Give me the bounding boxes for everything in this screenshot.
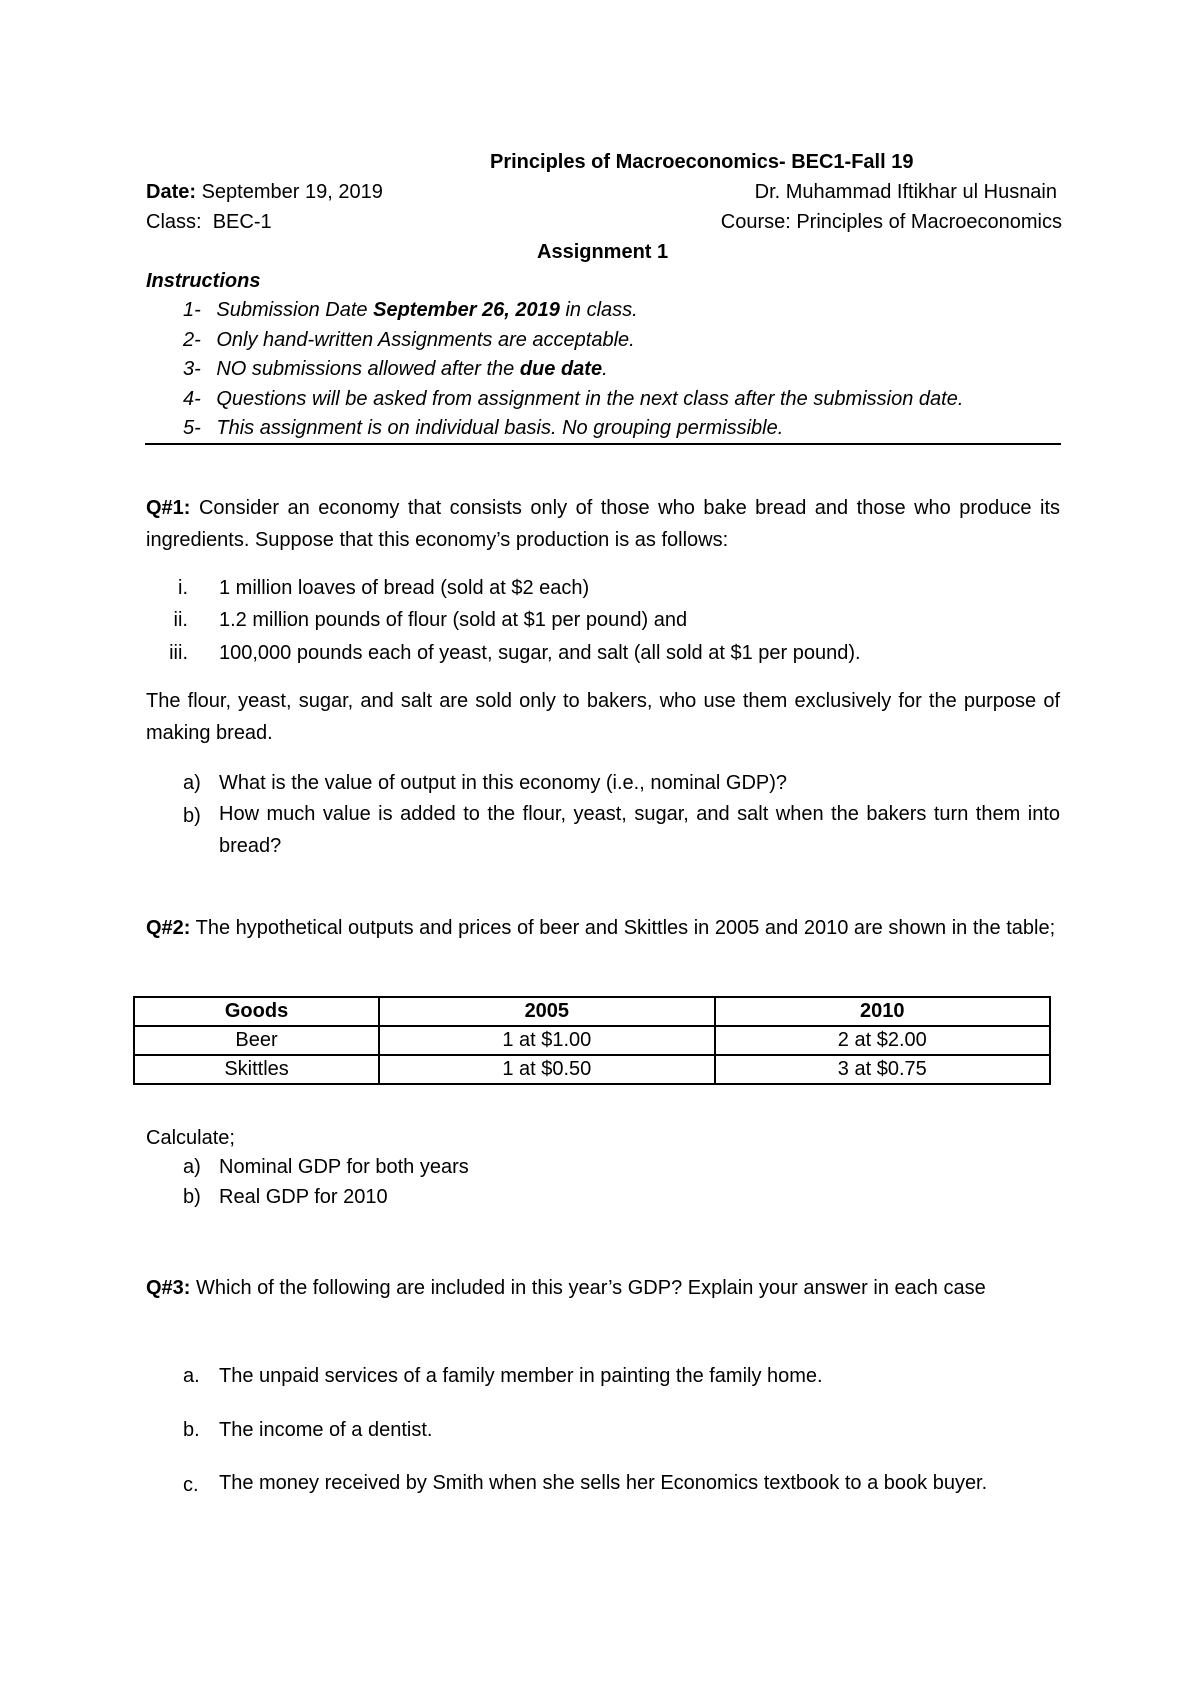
q1-label: Q#1:	[146, 497, 191, 519]
course-line	[721, 210, 1062, 234]
instructions-heading: Instructions	[146, 270, 261, 292]
q3-text: Q#3: Which of the following are included in this year’s GDP? Explain your answer in each case	[146, 1277, 986, 1299]
q1-item-text: 1.2 million pounds of flour (sold at $1 per pound) and	[219, 609, 688, 631]
instruction-item: 2- Only hand-written Assignments are acceptable.	[183, 329, 635, 351]
class-line	[146, 210, 272, 234]
goods-table	[133, 996, 1051, 1085]
document-title: Principles of Macroeconomics- BEC1-Fall 19	[490, 151, 914, 173]
instruction-item: 3- NO submissions allowed after the due date.	[183, 358, 608, 380]
q3-part-text: The unpaid services of a family member in painting the family home.	[219, 1365, 823, 1387]
class-label: Class:	[146, 211, 202, 233]
table-cell: Skittles	[134, 1055, 379, 1084]
q2-part-text: Real GDP for 2010	[219, 1186, 388, 1208]
q1-text: Q#1: Consider an economy that consists only of those who bake bread and those who produce its ingredients. Suppose that this economy’s production is as follows:	[146, 497, 1060, 551]
course-label: Course:	[720, 211, 791, 233]
q3-part-number: c.	[183, 1474, 199, 1496]
q1-item-text: 100,000 pounds each of yeast, sugar, and salt (all sold at $1 per pound).	[219, 642, 861, 664]
course-value: Principles of Macroeconomics	[790, 211, 1062, 233]
date-line	[146, 180, 383, 204]
class-value: BEC-1	[201, 211, 272, 233]
q1-note: The flour, yeast, sugar, and salt are sold only to bakers, who use them exclusively for the purpose of making bread.	[146, 690, 1060, 744]
table-header-cell: Goods	[134, 997, 379, 1026]
instructor-name: Dr. Muhammad Iftikhar ul Husnain	[754, 181, 1057, 203]
assignment-title: Assignment 1	[537, 241, 669, 263]
table-cell: Beer	[134, 1026, 379, 1055]
q3-part-number: b.	[183, 1419, 200, 1441]
q1-part-number: a)	[183, 772, 201, 794]
section-divider	[145, 443, 1061, 445]
table-cell: 3 at $0.75	[715, 1055, 1050, 1084]
table-cell: 2 at $2.00	[715, 1026, 1050, 1055]
q3-part-text: The income of a dentist.	[219, 1419, 433, 1441]
q1-part-number: b)	[183, 805, 201, 827]
q1-item-number: ii.	[173, 609, 188, 631]
table-row	[134, 1055, 1050, 1084]
table-header-row	[134, 997, 1050, 1026]
q1-item-number: iii.	[169, 642, 188, 664]
table-header-cell: 2005	[379, 997, 714, 1026]
instruction-item: 1- Submission Date September 26, 2019 in class.	[183, 299, 638, 321]
q1-part-text: What is the value of output in this economy (i.e., nominal GDP)?	[219, 772, 788, 794]
q2-part-number: a)	[183, 1156, 201, 1178]
table-cell: 1 at $1.00	[379, 1026, 714, 1055]
date-value: September 19, 2019	[196, 181, 383, 203]
q3-part-text: The money received by Smith when she sells her Economics textbook to a book buyer.	[219, 1472, 988, 1494]
q2-part-text: Nominal GDP for both years	[219, 1156, 469, 1178]
table-header-cell: 2010	[715, 997, 1050, 1026]
q1-item-text: 1 million loaves of bread (sold at $2 each)	[219, 577, 590, 599]
table-cell: 1 at $0.50	[379, 1055, 714, 1084]
q2-text: Q#2: The hypothetical outputs and prices of beer and Skittles in 2005 and 2010 are shown in the table;	[146, 917, 1056, 939]
q3-label: Q#3:	[146, 1277, 191, 1299]
calculate-label: Calculate;	[146, 1127, 235, 1149]
instruction-item: 5- This assignment is on individual basis. No grouping permissible.	[183, 417, 784, 439]
table-row	[134, 1026, 1050, 1055]
q2-part-number: b)	[183, 1186, 201, 1208]
q3-part-number: a.	[183, 1365, 200, 1387]
q1-part-text: How much value is added to the flour, yeast, sugar, and salt when the bakers turn them into bread?	[219, 803, 1060, 857]
q2-label: Q#2:	[146, 917, 191, 939]
date-label: Date:	[146, 181, 197, 203]
q1-item-number: i.	[178, 577, 188, 599]
instruction-item: 4- Questions will be asked from assignment in the next class after the submission date.	[183, 388, 964, 410]
